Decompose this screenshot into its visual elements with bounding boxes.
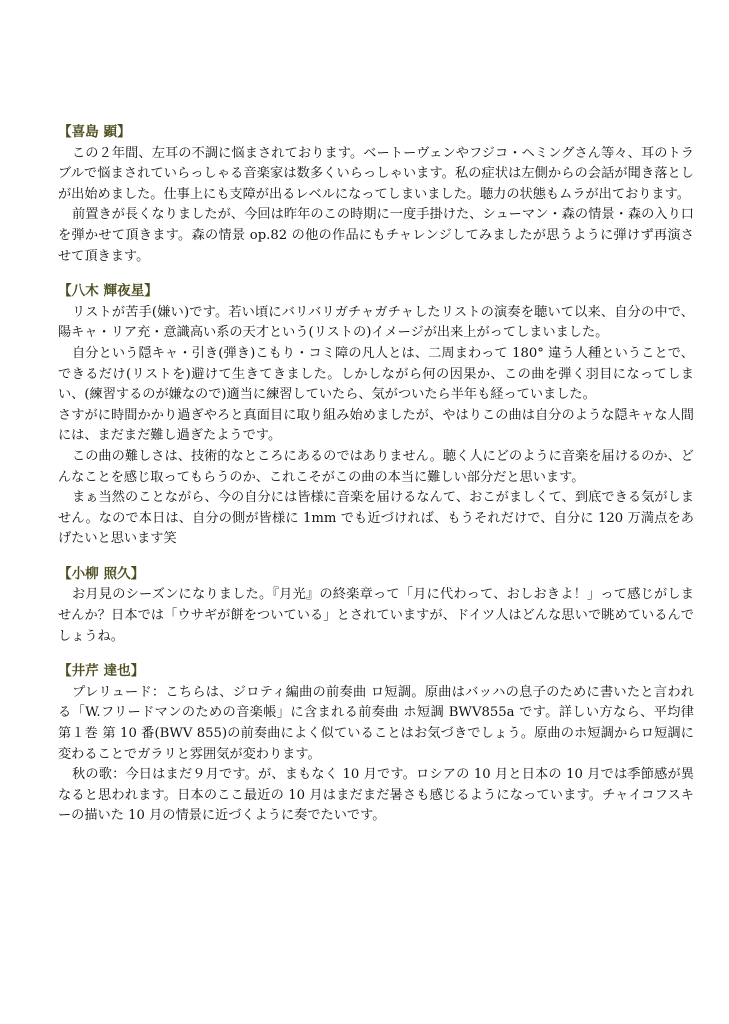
paragraph: まぁ当然のことながら、今の自分には皆様に音楽を届けるなんて、おこがましくて、到底できる気がしません。なので本日は、自分の側が皆様に 1mm でも近づければ、もうそれだけで、自分に 120 万満点をあげたいと思います笑: [58, 490, 694, 547]
author-heading: 【井芹 達也】: [58, 663, 145, 680]
author-heading: 【喜島 顕】: [58, 124, 131, 140]
paragraph: この２年間、左耳の不調に悩まされております。ベートーヴェンやフジコ・ヘミングさん等々、耳のトラブルで悩まされていらっしゃる音楽家は数多くいらっしゃいます。私の症状は左側からの会話が聞き落としが出始めました。仕事上にも支障が出るレベルになってしまいました。聴力の状態もムラが出ております。: [58, 145, 694, 202]
section-yagi: [58, 281, 694, 550]
paragraph: プレリュード：こちらは、ジロティ編曲の前奏曲 ロ短調。原曲はバッハの息子のために書いたと言われる「W.フリードマンのための音楽帳」に含まれる前奏曲 ホ短調 BWV855a です。詳しい方なら、平均律 第１巻 第 10 番(BWV 855)の前奏曲によく似ていることはお気づきでしょう。原曲のホ短調からロ短調に変わることでガラリと雰囲気が変わります。: [58, 684, 694, 762]
document-page: [58, 122, 694, 841]
paragraph: 前置きが長くなりましたが、今回は昨年のこの時期に一度手掛けた、シューマン・森の情景・森の入り口を弾かせて頂きます。森の情景 op.82 の他の作品にもチャレンジしてみましたが思うように弾けず再演させて頂きます。: [58, 207, 694, 264]
paragraph: 自分という隠キャ・引き(弾き)こもり・コミ障の凡人とは、二周まわって 180° 違う人種ということで、できるだけ(リストを)避けて生きてきました。しかしながら何の因果か、この曲を弾く羽目になってしまい、(練習するのが嫌なので)適当に練習していたら、気がついたら半年も経っていました。: [58, 345, 694, 403]
author-heading: 【八木 輝夜星】: [58, 283, 158, 300]
author-heading: 【小柳 照久】: [58, 565, 145, 582]
paragraph: さすがに時間かかり過ぎやろと真面目に取り組み始めましたが、やはりこの曲は自分のような隠キャな人間には、まだまだ難し過ぎたようです。: [58, 407, 694, 444]
paragraph: 秋の歌：今日はまだ９月です。が、まもなく 10 月です。ロシアの 10 月と日本の 10 月では季節感が異なると思われます。日本のここ最近の 10 月はまだまだ暑さも感じるようになっています。チャイコフスキーの描いた 10 月の情景に近づくように奏でたいです。: [58, 767, 694, 824]
section-iseri: [58, 661, 694, 827]
section-koyanagi: [58, 564, 694, 647]
paragraph: この曲の難しさは、技術的なところにあるのではありません。聴く人にどのように音楽を届けるのか、どんなことを感じ取ってもらうのか、これこそがこの曲の本当に難しい部分だと思います。: [58, 448, 694, 485]
section-kishima: [58, 122, 694, 267]
paragraph: リストが苦手(嫌い)です。若い頃にバリバリガチャガチャしたリストの演奏を聴いて以来、自分の中で、陽キャ・リア充・意識高い系の天才という(リストの)イメージが出来上がってしまいました。: [58, 304, 694, 341]
paragraph: お月見のシーズンになりました。『月光』の終楽章って「月に代わって、おしおきよ！」って感じがしませんか？日本では「ウサギが餅をついている」とされていますが、ドイツ人はどんな思いで眺めているんでしょうね。: [58, 587, 694, 644]
